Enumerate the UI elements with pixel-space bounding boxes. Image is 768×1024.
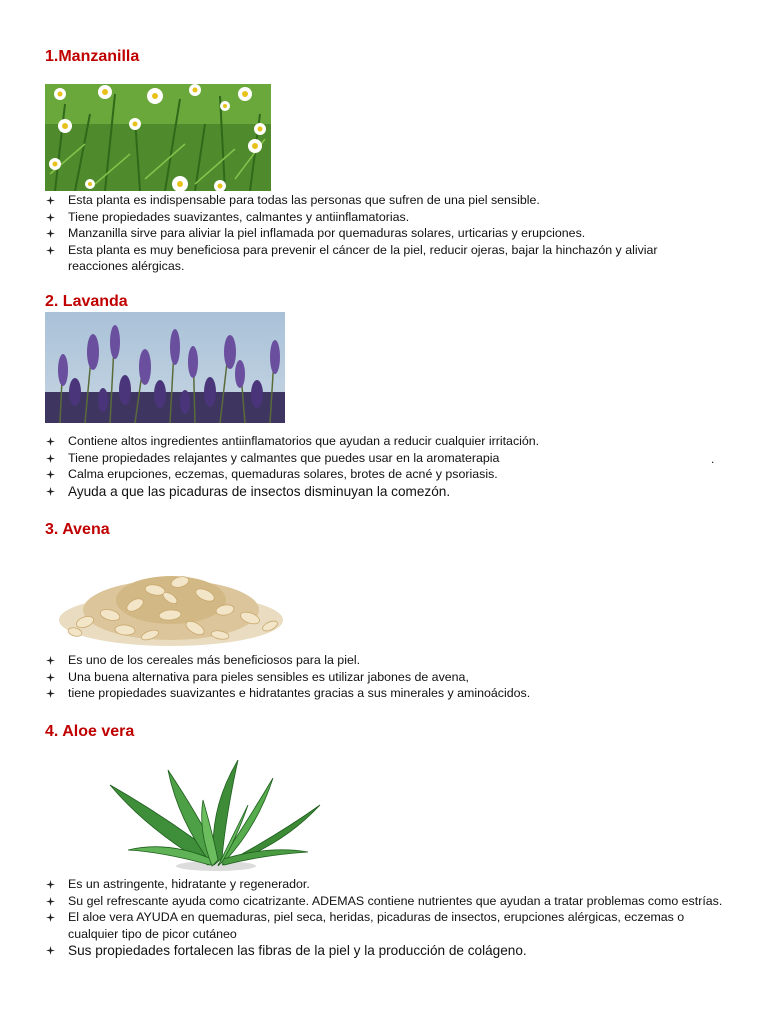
list-item bbox=[45, 909, 725, 942]
diamond-bullet-icon bbox=[46, 880, 55, 889]
list-item bbox=[45, 669, 725, 686]
diamond-bullet-icon bbox=[46, 673, 55, 682]
list-item-text: tiene propiedades suavizantes e hidratantes gracias a sus minerales y aminoácidos. bbox=[68, 686, 531, 700]
chamomile-photo bbox=[45, 84, 271, 191]
list-item-text: Tiene propiedades relajantes y calmantes que puedes usar en la aromaterapia bbox=[68, 450, 500, 465]
diamond-bullet-icon bbox=[46, 487, 55, 496]
list-item-text: Esta planta es muy beneficiosa para prevenir el cáncer de la piel, reducir ojeras, bajar la hinchazón y aliviar reacciones alérgicas. bbox=[68, 242, 658, 273]
diamond-bullet-icon bbox=[46, 196, 55, 205]
list-item-text: Ayuda a que las picaduras de insectos disminuyan la comezón. bbox=[68, 483, 451, 499]
diamond-bullet-icon bbox=[46, 229, 55, 238]
list-item bbox=[45, 685, 725, 702]
list-item bbox=[45, 209, 725, 226]
list-item bbox=[45, 225, 725, 242]
diamond-bullet-icon bbox=[46, 656, 55, 665]
list-item-text: Su gel refrescante ayuda como cicatrizante. ADEMAS contiene nutrientes que ayudan a tratar problemas como estrías. bbox=[68, 893, 723, 908]
list-item bbox=[45, 483, 725, 500]
list-item bbox=[45, 192, 725, 209]
diamond-bullet-icon bbox=[46, 437, 55, 446]
aloe-vera-photo bbox=[108, 760, 323, 872]
list-item-text: Manzanilla sirve para aliviar la piel inflamada por quemaduras solares, urticarias y erupciones. bbox=[68, 226, 586, 240]
manzanilla-list bbox=[45, 192, 725, 275]
stray-mark: . bbox=[711, 452, 715, 466]
list-item bbox=[45, 450, 725, 467]
diamond-bullet-icon bbox=[46, 946, 55, 955]
list-item bbox=[45, 466, 725, 483]
section-title-avena: 3. Avena bbox=[45, 521, 110, 538]
diamond-bullet-icon bbox=[46, 913, 55, 922]
oats-photo bbox=[55, 560, 287, 652]
list-item-text: Una buena alternativa para pieles sensibles es utilizar jabones de avena, bbox=[68, 669, 469, 684]
diamond-bullet-icon bbox=[46, 897, 55, 906]
diamond-bullet-icon bbox=[46, 246, 55, 255]
list-item bbox=[45, 242, 725, 275]
list-item-text: Esta planta es indispensable para todas las personas que sufren de una piel sensible. bbox=[68, 193, 540, 207]
diamond-bullet-icon bbox=[46, 454, 55, 463]
list-item-text: Tiene propiedades suavizantes, calmantes y antiinflamatorias. bbox=[68, 209, 410, 224]
aloe-vera-list bbox=[45, 876, 725, 959]
list-item bbox=[45, 652, 725, 669]
list-item bbox=[45, 893, 725, 910]
list-item-text: Contiene altos ingredientes antiinflamatorios que ayudan a reducir cualquier irritación. bbox=[68, 434, 540, 448]
list-item-text: Sus propiedades fortalecen las fibras de la piel y la producción de colágeno. bbox=[68, 943, 527, 958]
avena-list bbox=[45, 652, 725, 702]
list-item-text: Calma erupciones, eczemas, quemaduras solares, brotes de acné y psoriasis. bbox=[68, 467, 498, 481]
lavanda-list bbox=[45, 433, 725, 500]
lavender-photo bbox=[45, 312, 285, 423]
section-title-lavanda: 2. Lavanda bbox=[45, 293, 128, 310]
diamond-bullet-icon bbox=[46, 470, 55, 479]
section-title-aloe-vera: 4. Aloe vera bbox=[45, 723, 135, 740]
list-item bbox=[45, 433, 725, 450]
list-item-text: Es un astringente, hidratante y regenerador. bbox=[68, 877, 310, 891]
list-item bbox=[45, 942, 725, 959]
diamond-bullet-icon bbox=[46, 689, 55, 698]
section-title-manzanilla: 1.Manzanilla bbox=[45, 48, 140, 65]
list-item bbox=[45, 876, 725, 893]
diamond-bullet-icon bbox=[46, 213, 55, 222]
list-item-text: El aloe vera AYUDA en quemaduras, piel seca, heridas, picaduras de insectos, erupciones alérgicas, eczemas o cualquier tipo de picor cutáneo bbox=[68, 910, 685, 941]
list-item-text: Es uno de los cereales más beneficiosos para la piel. bbox=[68, 653, 361, 667]
